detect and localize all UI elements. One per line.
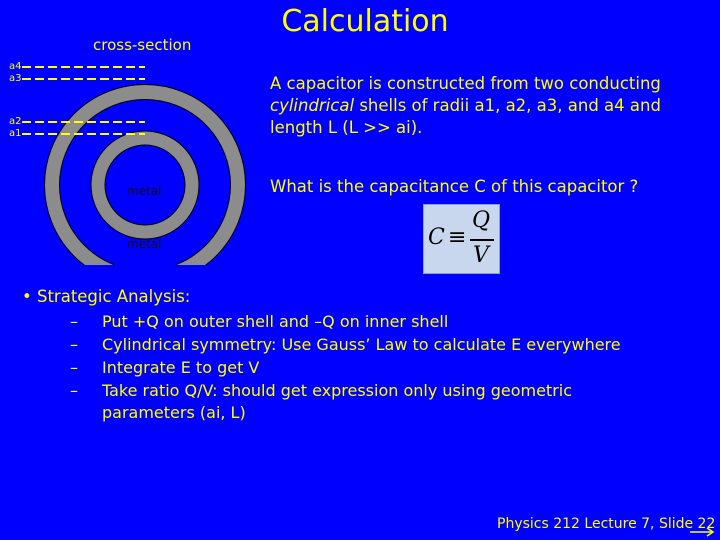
bullet-dash: – (70, 312, 78, 331)
formula-fraction-bar (470, 239, 494, 241)
cross-section-diagram (0, 55, 265, 265)
capacitance-formula (423, 204, 500, 274)
analysis-item-text: Take ratio Q/V: should get expression only using geometric parameters (ai, L) (102, 381, 573, 422)
bullet-dash: – (70, 381, 78, 400)
analysis-item (70, 334, 621, 356)
analysis-item (70, 357, 259, 379)
metal-label-inner: metal (127, 184, 162, 198)
analysis-item-text: Integrate E to get V (102, 358, 260, 377)
formula-numerator: Q (472, 208, 491, 233)
description-part-2: shells of radii a1, a2, a3, and a4 and length L (L >> ai). (270, 96, 661, 137)
radius-label-a1: a1 (9, 128, 22, 139)
analysis-item-text: Cylindrical symmetry: Use Gauss’ Law to calculate E everywhere (102, 335, 621, 354)
radius-label-a3: a3 (9, 73, 22, 84)
slide-title: Calculation (281, 4, 449, 39)
next-arrow-icon[interactable] (688, 525, 718, 539)
radius-label-a4: a4 (9, 61, 22, 72)
question-text: What is the capacitance C of this capacitor ? (270, 177, 639, 196)
analysis-heading: • Strategic Analysis: (22, 287, 191, 306)
bullet-dash: – (70, 335, 78, 354)
analysis-item (70, 380, 630, 424)
bullet-dash: – (70, 358, 78, 377)
problem-description (270, 73, 710, 139)
radius-label-a2: a2 (9, 116, 22, 127)
formula-equiv: ≡ (448, 225, 467, 250)
metal-label-outer: metal (127, 237, 162, 251)
description-italic: cylindrical (270, 96, 355, 115)
cross-section-label: cross-section (93, 36, 192, 54)
analysis-item (70, 311, 448, 333)
description-part-1: A capacitor is constructed from two conducting (270, 74, 661, 93)
slide-footer: Physics 212 Lecture 7, Slide 22 (497, 516, 716, 532)
formula-denominator: V (473, 243, 489, 268)
formula-lhs: C (428, 225, 445, 250)
analysis-item-text: Put +Q on outer shell and –Q on inner shell (102, 312, 449, 331)
